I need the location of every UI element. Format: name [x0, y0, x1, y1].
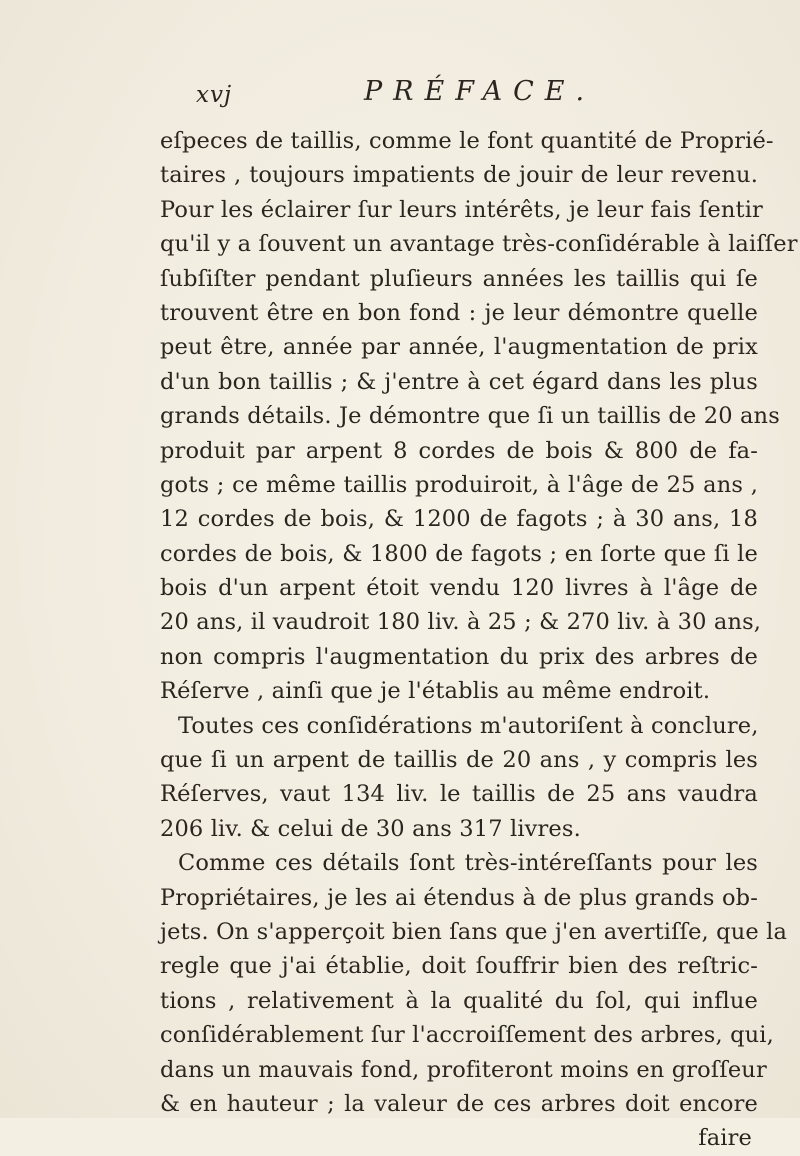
text-line: ſubſiſter pendant pluſieurs années les taillis qui ſe	[160, 265, 758, 292]
paragraph-start-line: Toutes ces conſidérations m'autoriſent à conclure,	[178, 712, 759, 739]
text-line: produit par arpent 8 cordes de bois & 800 de fa-	[160, 437, 758, 464]
text-line: cordes de bois, & 1800 de fagots ; en ſorte que ſi le	[160, 540, 758, 567]
text-line: 206 liv. & celui de 30 ans 317 livres.	[160, 815, 581, 842]
text-line: qu'il y a ſouvent un avantage très-conſidérable à laiſſer	[160, 231, 798, 258]
running-head: PRÉFACE.	[364, 76, 596, 107]
text-line: gots ; ce même taillis produiroit, à l'âge de 25 ans ,	[160, 471, 758, 498]
paragraph-start-line: Comme ces détails ſont très-intéreſſants pour les	[178, 850, 758, 877]
text-line: 12 cordes de bois, & 1200 de fagots ; à 30 ans, 18	[160, 506, 758, 533]
text-line: & en hauteur ; la valeur de ces arbres doit encore	[160, 1090, 758, 1117]
text-line: grands détails. Je démontre que ſi un taillis de 20 ans	[160, 403, 780, 430]
text-line: trouvent être en bon fond : je leur démontre quelle	[160, 299, 758, 326]
text-line: Pour les éclairer ſur leurs intérêts, je leur fais ſentir	[160, 196, 763, 223]
text-line: non compris l'augmentation du prix des arbres de	[160, 643, 758, 670]
text-line: Réſerve , ainſi que je l'établis au même endroit.	[160, 678, 711, 705]
body-text	[160, 124, 798, 1156]
text-line: conſidérablement ſur l'accroiſſement des arbres, qui,	[160, 1022, 774, 1049]
page-header	[196, 76, 756, 116]
catchword: faire	[698, 1125, 752, 1152]
text-line: dans un mauvais fond, profiteront moins en groſſeur	[160, 1056, 767, 1083]
text-line: taires , toujours impatients de jouir de leur revenu.	[160, 162, 758, 189]
text-line: tions , relativement à la qualité du ſol, qui influe	[160, 987, 758, 1014]
text-line: Propriétaires, je les ai étendus à de plus grands ob-	[160, 884, 758, 911]
text-line: peut être, année par année, l'augmentation de prix	[160, 334, 758, 361]
text-line: d'un bon taillis ; & j'entre à cet égard dans les plus	[160, 368, 758, 395]
page-number: xvj	[196, 82, 233, 108]
text-line: jets. On s'apperçoit bien ſans que j'en avertiſſe, que la	[160, 918, 788, 945]
text-line: eſpeces de taillis, comme le font quantité de Proprié-	[160, 128, 774, 154]
text-line: que ſi un arpent de taillis de 20 ans , y compris les	[160, 747, 758, 774]
text-line: 20 ans, il vaudroit 180 liv. à 25 ; & 270 liv. à 30 ans,	[160, 609, 762, 636]
text-line: Réſerves, vaut 134 liv. le taillis de 25 ans vaudra	[160, 781, 758, 808]
text-line: regle que j'ai établie, doit ſouffrir bien des reſtric-	[160, 953, 758, 980]
text-line: bois d'un arpent étoit vendu 120 livres à l'âge de	[160, 575, 758, 602]
